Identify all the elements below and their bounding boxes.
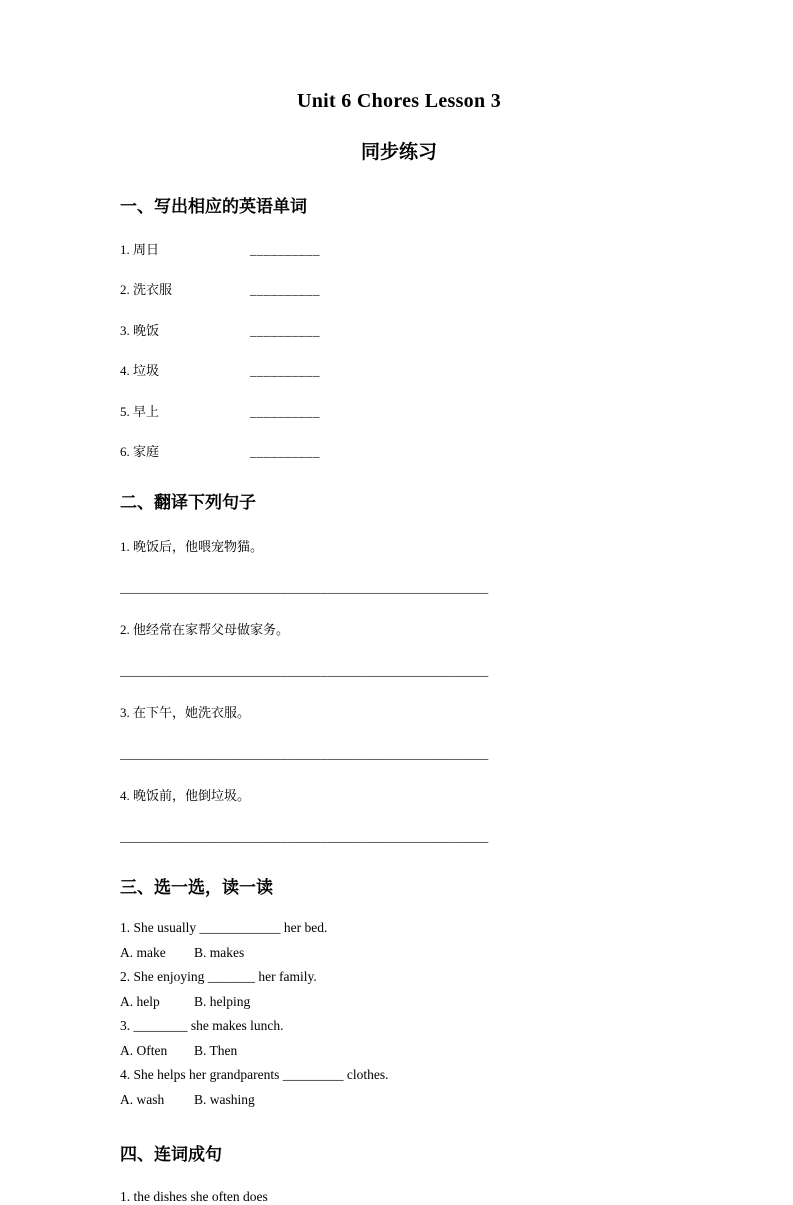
translation-item xyxy=(120,536,678,596)
word-label: 5. 早上 xyxy=(120,403,160,419)
word-label: 3. 晚饭 xyxy=(120,322,160,338)
option-a: A. wash xyxy=(120,1091,165,1107)
word-label: 1. 周日 xyxy=(120,241,160,257)
translation-sentence: 4. 晚饭前，他倒垃圾。 xyxy=(120,788,251,803)
word-item xyxy=(120,279,678,298)
option-b: B. Then xyxy=(194,1042,238,1058)
section1-heading: 一、写出相应的英语单词 xyxy=(120,197,307,216)
answer-blank: __________ xyxy=(250,322,320,338)
choice-question: 4. She helps her grandparents _________ clothes. xyxy=(120,1067,389,1082)
choice-options xyxy=(120,1039,678,1064)
choice-options xyxy=(120,990,678,1015)
word-label: 4. 垃圾 xyxy=(120,363,160,378)
word-item xyxy=(120,239,678,258)
section4-heading: 四、连词成句 xyxy=(120,1145,222,1164)
translation-sentence: 3. 在下午，她洗衣服。 xyxy=(120,705,251,720)
choice-list xyxy=(120,916,678,1112)
section-make-sentence xyxy=(120,1140,678,1205)
choice-options xyxy=(120,941,678,966)
answer-line: _______________________________________________________ xyxy=(120,580,489,595)
word-item xyxy=(120,360,678,379)
translation-item xyxy=(120,785,678,845)
choice-question: 2. She enjoying _______ her family. xyxy=(120,969,317,984)
section2-heading: 二、翻译下列句子 xyxy=(120,493,256,512)
word-label: 2. 洗衣服 xyxy=(120,282,173,297)
word-item xyxy=(120,401,678,420)
section3-heading: 三、选一选，读一读 xyxy=(120,878,273,897)
page-subtitle: 同步练习 xyxy=(360,142,437,163)
translation-sentence: 2. 他经常在家帮父母做家务。 xyxy=(120,622,290,637)
choice-question: 3. ________ she makes lunch. xyxy=(120,1018,284,1033)
translation-sentence: 1. 晚饭后，他喂宠物猫。 xyxy=(120,539,264,554)
option-b: B. makes xyxy=(194,944,245,960)
answer-blank: __________ xyxy=(250,241,320,257)
section-vocabulary xyxy=(120,192,678,460)
word-item xyxy=(120,441,678,460)
option-a: A. help xyxy=(120,993,160,1009)
option-b: B. washing xyxy=(194,1091,255,1107)
answer-line: _______________________________________________________ xyxy=(120,746,489,761)
answer-line: _______________________________________________________ xyxy=(120,663,489,678)
answer-line: _______________________________________________________ xyxy=(120,829,489,844)
sentence-words: 1. the dishes she often does xyxy=(120,1189,268,1204)
answer-blank: __________ xyxy=(250,282,320,297)
word-label: 6. 家庭 xyxy=(120,444,160,459)
answer-blank: __________ xyxy=(250,403,320,419)
option-b: B. helping xyxy=(194,993,251,1009)
translation-item xyxy=(120,619,678,679)
option-a: A. Often xyxy=(120,1042,168,1058)
choice-options xyxy=(120,1088,678,1113)
answer-blank: __________ xyxy=(250,363,320,378)
translation-item xyxy=(120,702,678,762)
word-item xyxy=(120,320,678,339)
answer-blank: __________ xyxy=(250,444,320,459)
choice-question: 1. She usually ____________ her bed. xyxy=(120,920,328,935)
page-title: Unit 6 Chores Lesson 3 xyxy=(296,90,502,112)
option-a: A. make xyxy=(120,944,166,960)
section-translation xyxy=(120,488,678,845)
section-multiple-choice xyxy=(120,873,678,1112)
